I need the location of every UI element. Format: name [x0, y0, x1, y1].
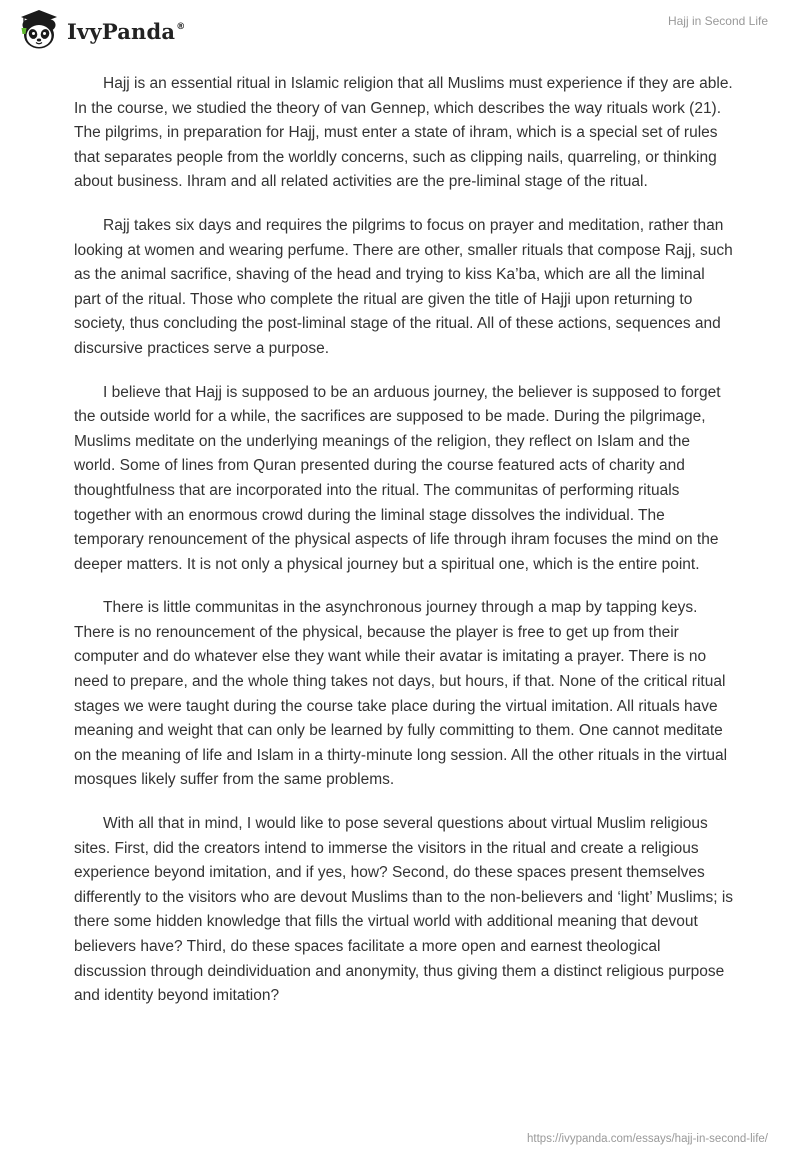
- paragraph-1: Hajj is an essential ritual in Islamic religion that all Muslims must experience if they are able. In the course, we studied the theory of van Gennep, which describes the way rituals work (21). The pilgrims, in preparation for Hajj, must enter a state of ihram, which is a special set of rules that separates people from the worldly concerns, such as clipping nails, quarreling, or thinking about business. Ihram and all related activities are the pre-liminal stage of the ritual.: [74, 75, 733, 191]
- source-url[interactable]: https://ivypanda.com/essays/hajj-in-second-life/: [527, 1133, 768, 1145]
- document-title: Hajj in Second Life: [667, 14, 768, 28]
- paragraph-3: I believe that Hajj is supposed to be an arduous journey, the believer is supposed to forget the outside world for a while, the sacrifices are supposed to be made. During the pilgrimage, Muslims meditate on the underlying meanings of the religion, they reflect on Islam and the world. Some of lines from Quran presented during the course featured acts of charity and thoughtfulness that are incorporated into the ritual. The communitas of performing rituals together with an enormous crowd during the liminal stage dissolves the individual. The temporary renouncement of the physical aspects of life through ihram focuses the mind on the deeper matters. It is not only a physical journey but a spiritual one, which is the entire point.: [74, 383, 721, 573]
- brand-logo[interactable]: [16, 7, 185, 53]
- paragraph-5: With all that in mind, I would like to pose several questions about virtual Muslim religious sites. First, did the creators intend to immerse the visitors in the ritual and create a religious experience beyond imitation, and if yes, how? Second, do these spaces present themselves differently to the visitors who are devout Muslims than to the non-believers and ‘light’ Muslims; is there some hidden knowledge that fills the virtual world with additional meaning that devout believers have? Third, do these spaces facilitate a more open and earnest theological discussion through deindividuation and anonymity, thus giving them a distinct religious purpose and identity beyond imitation?: [74, 815, 734, 1005]
- essay-body: [74, 72, 734, 1028]
- page-header: [0, 0, 800, 60]
- panda-graduation-cap-icon: [16, 7, 62, 53]
- brand-name: [67, 19, 185, 44]
- brand-name-text: IvyPanda: [67, 18, 176, 44]
- registered-mark: ®: [176, 21, 186, 32]
- paragraph-4: There is little communitas in the asynchronous journey through a map by tapping keys. There is no renouncement of the physical, because the player is free to get up from their computer and do whatever else they want while their avatar is imitating a prayer. There is no need to prepare, and the whole thing takes not days, but hours, if that. None of the critical ritual stages we were taught during the course take place during the virtual imitation. All rituals have meaning and weight that can only be learned by fully committing to them. One cannot meditate on the meaning of life and Islam in a thirty-minute long session. All the other rituals in the virtual mosques likely suffer from the same problems.: [74, 599, 728, 789]
- paragraph-2: Rajj takes six days and requires the pilgrims to focus on prayer and meditation, rather than looking at women and wearing perfume. There are other, smaller rituals that compose Rajj, such as the animal sacrifice, shaving of the head and trying to kiss Ka’ba, which are all the liminal part of the ritual. Those who complete the ritual are given the title of Hajji upon returning to society, thus concluding the post-liminal stage of the ritual. All of these actions, sequences and discursive practices serve a purpose.: [74, 216, 733, 357]
